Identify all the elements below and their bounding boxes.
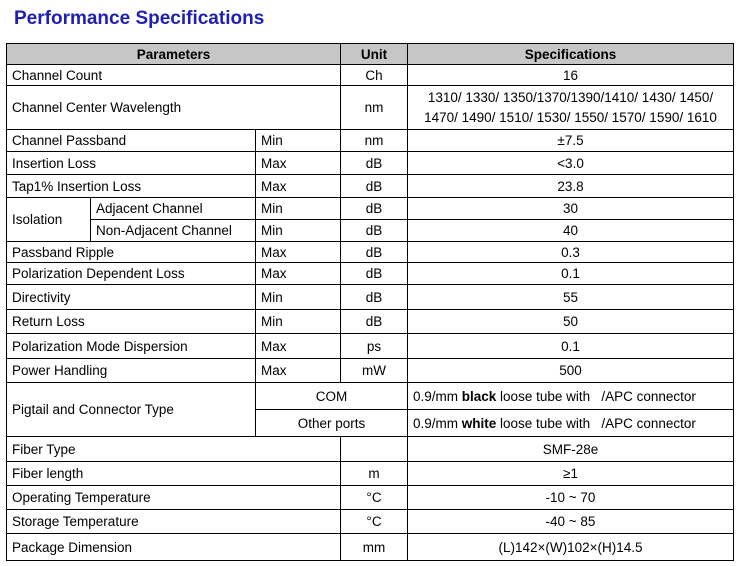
param-cell: Channel Count <box>7 65 341 86</box>
unit-cell: dB <box>341 310 408 334</box>
spec-cell: 0.3 <box>408 242 734 263</box>
header-parameters: Parameters <box>7 44 341 65</box>
unit-cell <box>341 437 408 462</box>
table-row <box>7 310 734 334</box>
spec-cell: 30 <box>408 198 734 220</box>
table-row <box>7 334 734 359</box>
condition-cell: Min <box>256 285 341 310</box>
spec-cell: 50 <box>408 310 734 334</box>
spec-cell: 0.1 <box>408 263 734 285</box>
param-cell: Insertion Loss <box>7 152 256 175</box>
unit-cell: dB <box>341 175 408 198</box>
spec-cell <box>408 383 734 410</box>
table-row <box>7 462 734 486</box>
port-cell: Other ports <box>256 410 408 437</box>
table-row <box>7 285 734 310</box>
table-row <box>7 534 734 561</box>
param-cell: Pigtail and Connector Type <box>7 383 256 437</box>
spec-cell: 500 <box>408 359 734 383</box>
unit-cell: Ch <box>341 65 408 86</box>
param-cell: Package Dimension <box>7 534 341 561</box>
condition-cell: Max <box>256 242 341 263</box>
spec-cell: ≥1 <box>408 462 734 486</box>
condition-cell: Min <box>256 198 341 220</box>
subparam-cell: Non-Adjacent Channel <box>91 220 256 242</box>
table-row <box>7 152 734 175</box>
param-cell: Polarization Mode Dispersion <box>7 334 256 359</box>
spec-cell: <3.0 <box>408 152 734 175</box>
spec-cell: 55 <box>408 285 734 310</box>
condition-cell: Min <box>256 130 341 152</box>
param-cell: Tap1% Insertion Loss <box>7 175 256 198</box>
unit-cell: dB <box>341 198 408 220</box>
spec-bold: black <box>461 388 497 404</box>
condition-cell: Max <box>256 359 341 383</box>
header-row <box>7 44 734 65</box>
condition-cell: Min <box>256 220 341 242</box>
unit-cell: dB <box>341 242 408 263</box>
table-row <box>7 65 734 86</box>
param-cell: Polarization Dependent Loss <box>7 263 256 285</box>
param-cell: Operating Temperature <box>7 486 341 510</box>
table-row <box>7 242 734 263</box>
spec-text: 0.9/mm <box>413 415 462 431</box>
condition-cell: Max <box>256 334 341 359</box>
spec-line: 1470/ 1490/ 1510/ 1530/ 1550/ 1570/ 1590/ 1610 <box>424 109 717 125</box>
param-cell: Isolation <box>7 198 91 242</box>
header-unit: Unit <box>341 44 408 65</box>
spec-line: 1310/ 1330/ 1350/1370/1390/1410/ 1430/ 1450/ <box>427 89 714 105</box>
table-row <box>7 220 734 242</box>
table-row <box>7 175 734 198</box>
param-cell: Fiber length <box>7 462 341 486</box>
param-cell: Fiber Type <box>7 437 341 462</box>
condition-cell: Max <box>256 152 341 175</box>
unit-cell: dB <box>341 263 408 285</box>
spec-table <box>6 43 734 561</box>
spec-cell: 0.1 <box>408 334 734 359</box>
table-row <box>7 383 734 410</box>
table-row <box>7 510 734 534</box>
unit-cell: nm <box>341 130 408 152</box>
spec-cell: 23.8 <box>408 175 734 198</box>
condition-cell: Max <box>256 175 341 198</box>
unit-cell: °C <box>341 486 408 510</box>
unit-cell: °C <box>341 510 408 534</box>
spec-cell: ±7.5 <box>408 130 734 152</box>
unit-cell: nm <box>341 86 408 130</box>
spec-text: 0.9/mm <box>413 388 462 404</box>
spec-cell: 40 <box>408 220 734 242</box>
unit-cell: dB <box>341 152 408 175</box>
table-row <box>7 359 734 383</box>
port-cell: COM <box>256 383 408 410</box>
condition-cell: Max <box>256 263 341 285</box>
unit-cell: mW <box>341 359 408 383</box>
table-row <box>7 130 734 152</box>
unit-cell: dB <box>341 285 408 310</box>
table-row <box>7 486 734 510</box>
spec-cell: SMF-28e <box>408 437 734 462</box>
param-cell: Return Loss <box>7 310 256 334</box>
param-cell: Power Handling <box>7 359 256 383</box>
spec-cell: 16 <box>408 65 734 86</box>
spec-bold: white <box>461 415 497 431</box>
param-cell: Passband Ripple <box>7 242 256 263</box>
unit-cell: ps <box>341 334 408 359</box>
spec-cell: -40 ~ 85 <box>408 510 734 534</box>
table-row <box>7 263 734 285</box>
table-row <box>7 86 734 130</box>
spec-text: loose tube with /APC connector <box>496 415 696 431</box>
param-cell: Directivity <box>7 285 256 310</box>
condition-cell: Min <box>256 310 341 334</box>
spec-cell: (L)142×(W)102×(H)14.5 <box>408 534 734 561</box>
unit-cell: m <box>341 462 408 486</box>
spec-cell <box>408 410 734 437</box>
spec-cell <box>408 86 734 130</box>
table-row <box>7 198 734 220</box>
unit-cell: dB <box>341 220 408 242</box>
spec-cell: -10 ~ 70 <box>408 486 734 510</box>
page-title: Performance Specifications <box>14 8 265 29</box>
subparam-cell: Adjacent Channel <box>91 198 256 220</box>
spec-text: loose tube with /APC connector <box>496 388 696 404</box>
header-specifications: Specifications <box>408 44 734 65</box>
param-cell: Channel Passband <box>7 130 256 152</box>
table-row <box>7 437 734 462</box>
param-cell: Storage Temperature <box>7 510 341 534</box>
unit-cell: mm <box>341 534 408 561</box>
param-cell: Channel Center Wavelength <box>7 86 341 130</box>
